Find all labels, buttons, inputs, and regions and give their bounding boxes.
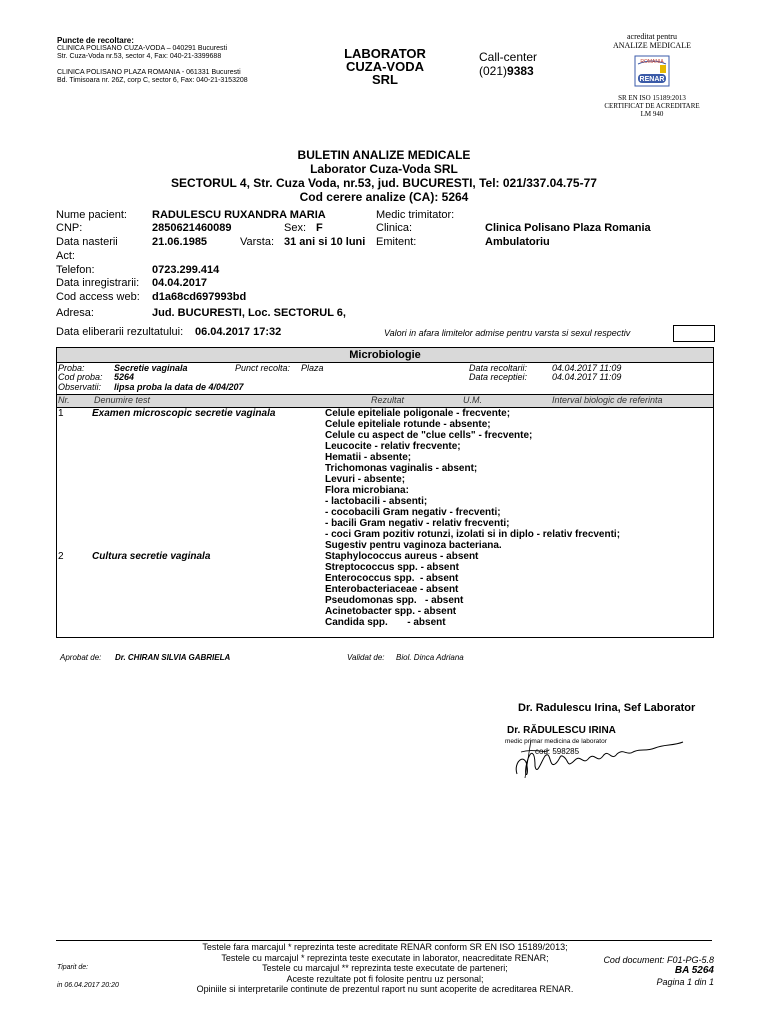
accreditation-line: LM 940 — [640, 110, 664, 118]
issuer-value: Ambulatoriu — [485, 236, 550, 248]
sample-value: Secretie vaginala — [114, 363, 188, 373]
page-number: Pagina 1 din 1 — [656, 977, 714, 987]
web-code-label: Cod access web: — [56, 291, 140, 303]
result-line: Celule cu aspect de "clue cells" - frecvente; — [325, 430, 533, 441]
call-center-label: Call-center — [479, 50, 538, 64]
address-label: Adresa: — [56, 307, 94, 319]
footer-divider — [56, 940, 712, 941]
result-line: Staphylococcus aureus - absent — [325, 551, 479, 562]
printed-by-label: Tiparit de: — [57, 964, 89, 971]
column-test-name: Denumire test — [94, 395, 151, 405]
result-line: Leucocite - relativ frecvente; — [325, 441, 461, 452]
issuer-label: Emitent: — [376, 236, 417, 248]
test-name: Cultura secretie vaginala — [92, 551, 211, 562]
release-date-label: Data eliberarii rezultatului: — [56, 326, 184, 338]
column-unit: U.M. — [463, 395, 482, 405]
footer-note-line: Testele cu marcajul * reprezinta teste executate in laborator, neacreditate RENAR; — [221, 952, 549, 963]
collection-point-line: CLINICA POLISANO PLAZA ROMANIA - 061331 Bucuresti — [57, 69, 241, 76]
registration-date-label: Data inregistrarii: — [56, 277, 140, 289]
abnormal-legend-box — [673, 325, 715, 342]
collection-date-label: Data recoltarii: — [469, 363, 528, 373]
validated-by-label: Validat de: — [347, 653, 385, 662]
stamp-name: Dr. RĂDULESCU IRINA — [507, 725, 616, 736]
bulletin-code: BA 5264 — [674, 965, 714, 976]
signature-stamp — [505, 722, 695, 780]
result-line: - coci Gram pozitiv rotunzi, izolati si in diplo - relativ frecventi; — [325, 529, 621, 540]
call-center-phone — [479, 64, 534, 78]
result-line: Levuri - absente; — [325, 474, 406, 485]
result-line: - lactobacili - absenti; — [325, 496, 428, 507]
head-of-lab: Dr. Radulescu Irina, Sef Laborator — [518, 702, 696, 714]
release-date-value: 06.04.2017 17:32 — [195, 326, 282, 338]
lab-name-line: SRL — [372, 72, 398, 87]
sex-label: Sex: — [284, 222, 307, 234]
sex-value: F — [316, 222, 323, 234]
lab-name — [330, 47, 440, 86]
accreditation-line: SR EN ISO 15189:2013 — [618, 94, 686, 102]
request-code: Cod cerere analize (CA): 5264 — [299, 190, 469, 204]
collection-point-value: Plaza — [301, 363, 324, 373]
phone-value: 0723.299.414 — [152, 264, 220, 276]
approved-by-label: Aprobat de: — [60, 653, 102, 662]
footer-note-line: Aceste rezultate pot fi folosite pentru uz personal; — [286, 973, 484, 984]
collection-point-line: Str. Cuza-Voda nr.53, sector 4, Fax: 040-21-3399688 — [57, 53, 222, 60]
accreditation-line: CERTIFICAT DE ACREDITARE — [604, 102, 700, 110]
clinic-label: Clinica: — [376, 222, 413, 234]
sample-code-value: 5264 — [114, 372, 135, 382]
footer-note-line: Testele cu marcajul ** reprezinta teste executate de parteneri; — [262, 963, 508, 973]
sample-code-label: Cod proba: — [58, 372, 103, 382]
footer-note-line: Testele fara marcajul * reprezinta teste acreditate RENAR conform SR EN ISO 15189/2013; — [202, 942, 568, 952]
observations-label: Observatii: — [58, 382, 102, 392]
age-value: 31 ani si 10 luni — [284, 236, 366, 248]
microbiology-title: Microbiologie — [349, 349, 421, 361]
sample-label: Proba: — [58, 363, 85, 373]
call-center-prefix: (021) — [479, 64, 508, 78]
phone-label: Telefon: — [56, 264, 95, 276]
microbiology-header — [57, 348, 713, 363]
web-code-value: d1a68cd697993bd — [152, 291, 247, 303]
result-line: - cocobacili Gram negativ - frecventi; — [325, 507, 501, 518]
reception-date-label: Data receptiei: — [469, 372, 528, 382]
approved-by-value: Dr. CHIRAN SILVIA GABRIELA — [115, 653, 231, 662]
address-value: Jud. BUCURESTI, Loc. SECTORUL 6, — [152, 307, 346, 319]
lab-address: SECTORUL 4, Str. Cuza Voda, nr.53, jud. BUCURESTI, Tel: 021/337.04.75-77 — [171, 176, 597, 190]
stamp-specialty: medic primar medicina de laborator — [505, 738, 607, 745]
reception-date-value: 04.04.2017 11:09 — [552, 372, 622, 382]
lab-name-line: LABORATOR — [344, 46, 426, 61]
document-code: Cod document: F01-PG-5.8 — [603, 955, 714, 965]
collection-point-label: Punct recolta: — [235, 363, 291, 373]
result-line: Acinetobacter spp. - absent — [325, 606, 457, 617]
result-line: - bacili Gram negativ - relativ frecventi; — [325, 518, 510, 529]
test-number: 2 — [58, 551, 64, 562]
result-line: Streptococcus spp. - absent — [325, 562, 459, 573]
cnp-value: 2850621460089 — [152, 222, 232, 234]
test-name: Examen microscopic secretie vaginala — [92, 408, 276, 419]
result-line: Candida spp. - absent — [325, 617, 446, 628]
act-label: Act: — [56, 250, 75, 262]
birth-date-value: 21.06.1985 — [152, 236, 208, 248]
accreditation-block — [592, 32, 712, 118]
column-result: Rezultat — [371, 395, 405, 405]
abnormal-legend-note: Valori in afara limitelor admise pentru varsta si sexul respectiv — [384, 328, 631, 338]
collection-point-line: CLINICA POLISANO CUZA-VODA – 040291 Bucuresti — [57, 45, 228, 52]
test-results — [325, 551, 478, 628]
validated-by-value: Biol. Dinca Adriana — [396, 653, 464, 662]
result-line: Pseudomonas spp. - absent — [325, 595, 464, 606]
referring-doctor-label: Medic trimitator: — [376, 209, 455, 221]
collection-points-title: Puncte de recoltare: — [57, 36, 134, 45]
cnp-label: CNP: — [56, 222, 83, 234]
renar-logo-icon — [592, 50, 712, 94]
patient-name-label: Nume pacient: — [56, 209, 127, 221]
result-line: Enterobacteriaceae - absent — [325, 584, 459, 595]
call-center-number: 9383 — [507, 64, 534, 78]
clinic-value: Clinica Polisano Plaza Romania — [485, 222, 651, 234]
test-results — [325, 408, 620, 551]
column-nr: Nr. — [58, 395, 70, 405]
result-line: Sugestiv pentru vaginoza bacteriana. — [325, 540, 502, 551]
result-line: Celule epiteliale poligonale - frecvente; — [325, 408, 511, 419]
collection-point-line: Bd. Timisoara nr. 26Z, corp C, sector 6, Fax: 040-21-3153208 — [57, 77, 248, 84]
patient-name: RADULESCU RUXANDRA MARIA — [152, 209, 326, 221]
printed-date: in 06.04.2017 20:20 — [57, 982, 119, 989]
registration-date-value: 04.04.2017 — [152, 277, 208, 289]
stamp-code: cod: 598285 — [535, 747, 580, 756]
lab-name-line: CUZA-VODA — [346, 59, 424, 74]
report-title: BULETIN ANALIZE MEDICALE — [297, 148, 471, 162]
accreditation-line: ANALIZE MEDICALE — [613, 41, 691, 50]
renar-logo-subtext: ROMANIA — [640, 59, 664, 65]
accreditation-line: acreditat pentru — [627, 32, 677, 41]
test-number: 1 — [58, 408, 64, 419]
handwritten-signature-icon — [505, 722, 695, 780]
result-line: Flora microbiana: — [325, 485, 409, 496]
age-label: Varsta: — [240, 236, 275, 248]
footer-notes — [150, 942, 620, 995]
column-reference-interval: Interval biologic de referinta — [552, 395, 663, 405]
result-line: Enterococcus spp. - absent — [325, 573, 459, 584]
result-line: Celule epiteliale rotunde - absente; — [325, 419, 491, 430]
result-line: Trichomonas vaginalis - absent; — [325, 463, 478, 474]
lab-subtitle: Laborator Cuza-Voda SRL — [310, 162, 458, 176]
birth-date-label: Data nasterii — [56, 236, 118, 248]
observations-value: lipsa proba la data de 4/04/207 — [114, 382, 244, 392]
collection-date-value: 04.04.2017 11:09 — [552, 363, 622, 373]
result-line: Hematii - absente; — [325, 452, 412, 463]
renar-logo-text: RENAR — [639, 76, 665, 83]
footer-note-line: Opiniile si interpretarile continute de prezentul raport nu sunt acoperite de acreditarea RENAR. — [196, 984, 574, 994]
